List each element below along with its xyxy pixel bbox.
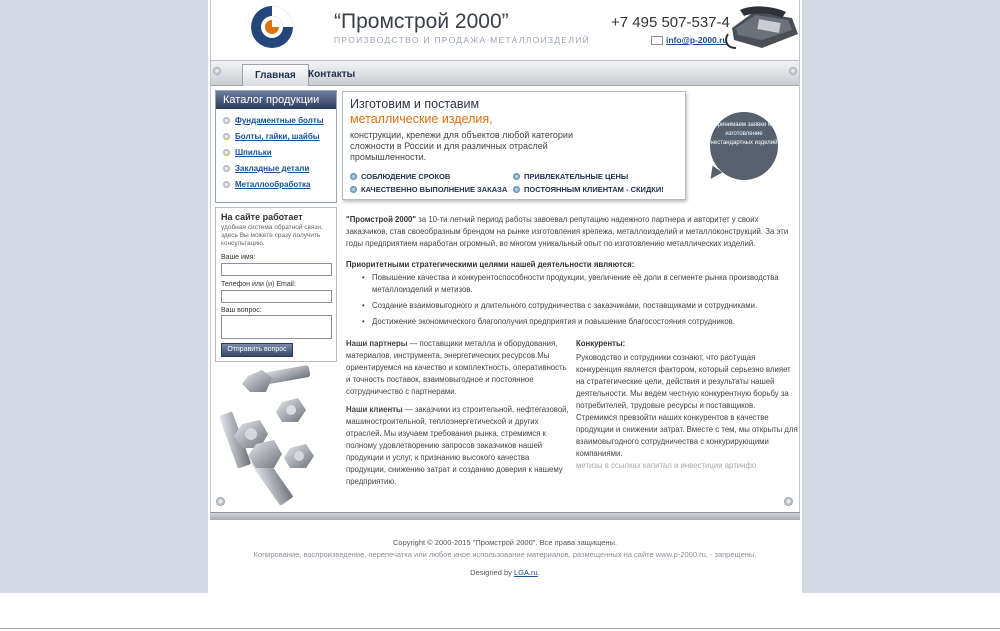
catalog-item-metalworking[interactable]: Металлообработка	[223, 180, 310, 189]
competitors-text: Руководство и сотрудники сознают, что растущая конкуренция является фактором, который серьезно влияет на стратегические цели, действия и результаты нашей деятельности. Мы ведем честную конкурентную борьбу за потребителей, трудовые ресурсы и поставщиков. Стремимся превзойти наших конкурентов в качестве продукции и снижении затрат. Вместе с тем, мы открыты для взаимовыгодного сотрудничества с конкурирующими компаниями.	[576, 353, 798, 458]
catalog-item-studs[interactable]: Шпильки	[223, 148, 272, 157]
list-item: • Достижение экономического благополучия предприятия и повышение благосостояния сотрудников.	[362, 316, 790, 328]
screw-icon	[784, 497, 793, 506]
partners-paragraph: Наши партнеры — поставщики металла и оборудования, материалов, инструмента, энергетических ресурсов.Мы ориентируемся на качество и комплектность, оперативность и точность поставок, взаимовыгодное и постоянное сотрудничество с партнерами.	[346, 339, 567, 396]
contact-label: Телефон или (и) Email:	[221, 281, 296, 288]
name-label: Ваше имя:	[221, 254, 256, 261]
faded-links-text: метизы в ссылках капитал и инвестиции артинфо	[576, 461, 757, 470]
main-navigation	[210, 60, 800, 86]
page-container	[208, 0, 802, 593]
name-input[interactable]	[221, 263, 332, 276]
footer-designer: Designed by LGA.ru.	[470, 568, 540, 577]
frame-bottom-bar	[210, 512, 800, 520]
check-icon	[350, 173, 357, 180]
bullet-icon	[223, 149, 230, 156]
promo-text: конструкции, крепежи для объектов любой категории сложности в России и для различных отраслей промышленности.	[350, 130, 573, 162]
check-icon	[350, 186, 357, 193]
frame-left-edge	[210, 0, 211, 520]
promo-heading: Изготовим и поставим	[350, 97, 480, 111]
check-icon	[513, 173, 520, 180]
catalog-title: Каталог продукции	[216, 91, 336, 109]
catalog-item-embedded-parts[interactable]: Закладные детали	[223, 164, 309, 173]
intro-paragraph	[346, 214, 794, 250]
question-label: Ваш вопрос:	[221, 307, 262, 314]
brand-tagline: ПРОИЗВОДСТВО И ПРОДАЖА МЕТАЛЛОИЗДЕЛИЙ	[334, 35, 591, 45]
email-link[interactable]: info@p-2000.ru	[666, 35, 728, 45]
catalog-panel	[215, 90, 337, 203]
bullet-icon	[223, 133, 230, 140]
bottom-band	[0, 593, 1000, 631]
list-item: • Создание взаимовыгодного и длительного сотрудничества с заказчиками, поставщиками и сотрудниками.	[362, 300, 790, 312]
envelope-icon	[651, 36, 663, 45]
competitors-column	[576, 338, 798, 472]
check-icon	[513, 186, 520, 193]
feedback-form	[215, 207, 337, 362]
screw-icon	[213, 67, 221, 75]
feature-item: ПРИВЛЕКАТЕЛЬНЫЕ ЦЕНЫ	[513, 172, 628, 181]
designer-link[interactable]: LGA.ru	[513, 568, 538, 577]
brand-title: “Промстрой 2000”	[334, 10, 509, 33]
feature-item: КАЧЕСТВЕННО ВЫПОЛНЕНИЕ ЗАКАЗА	[350, 185, 507, 194]
bolts-illustration	[220, 362, 332, 512]
submit-question-button[interactable]: Отправить вопрос	[221, 343, 293, 357]
bullet-icon	[223, 165, 230, 172]
contact-input[interactable]	[221, 290, 332, 303]
priorities-title: Приоритетными стратегическими целями нашей деятельности являются:	[346, 260, 635, 269]
feature-item: ПОСТОЯННЫМ КЛИЕНТАМ - СКИДКИ!	[513, 185, 664, 194]
clients-paragraph: Наши клиенты — заказчики из строительной, нефтегазовой, машиностроительной, теплоэнергетической и других отраслей. Мы изучаем требования рынка, стремимся к полному удовлетворению запросов заказчиков нашей продукции и услуг, к признанию высокого качества продукции, снижению затрат и созданию доверия к нашему предприятию.	[346, 405, 569, 486]
feedback-description: удобная система обратной связи, здесь Вы можете сразу получить консультацию.	[221, 224, 323, 247]
feedback-title: На сайте работает	[221, 212, 303, 222]
list-item: • Повышение качества и конкурентоспособности продукции, увеличение её доли в сегменте рынка производства металлоизделий и метизов.	[362, 272, 790, 296]
footer-copyright: Copyright © 2000-2015 "Промстрой 2000". Все права защищены.	[392, 538, 618, 547]
competitors-title: Конкуренты:	[576, 339, 626, 348]
tab-contacts[interactable]: Контакты	[308, 69, 356, 80]
catalog-item-bolts-nuts-washers[interactable]: Болты, гайки, шайбы	[223, 132, 320, 141]
screw-icon	[789, 67, 797, 75]
promo-box	[342, 91, 686, 200]
catalog-item-foundation-bolts[interactable]: Фундаментные болты	[223, 116, 324, 125]
partners-clients-column	[346, 338, 571, 494]
intro-company-name: "Промстрой 2000"	[346, 215, 417, 224]
bottom-divider	[0, 628, 1000, 629]
tab-home[interactable]: Главная	[242, 64, 309, 86]
priorities-list	[362, 272, 790, 332]
custom-order-bubble: Принимаем заявки на изготовление нестандартных изделий	[710, 112, 778, 180]
promo-heading-accent: металлические изделия,	[350, 112, 493, 126]
frame-right-edge	[799, 0, 800, 520]
intro-text: за 10-ти летний период работы завоевал репутацию надежного партнера и авторитет у своих заказчиков, став своеобразным брендом на рынке изготовления крепежа, металлоизделий и металлоконструкций. За эти годы предприятием наработан огромный, во многом уникальный опыт по изготовлению металлических изделий.	[346, 215, 789, 248]
screw-icon	[216, 497, 225, 506]
footer-notice: Копирование, воспроизведение, перепечатка или любое иное использование материалов, размещенных на сайте www.p-2000.ru, - запрещены.	[253, 550, 757, 559]
bullet-icon	[223, 181, 230, 188]
phone-number: +7 495 507-537-4	[611, 14, 730, 31]
feature-item: СОБЛЮДЕНИЕ СРОКОВ	[350, 172, 450, 181]
logo-icon[interactable]	[248, 2, 300, 50]
question-textarea[interactable]	[221, 315, 332, 339]
bullet-icon	[223, 117, 230, 124]
telephone-icon	[722, 4, 802, 50]
email-block	[651, 35, 728, 45]
